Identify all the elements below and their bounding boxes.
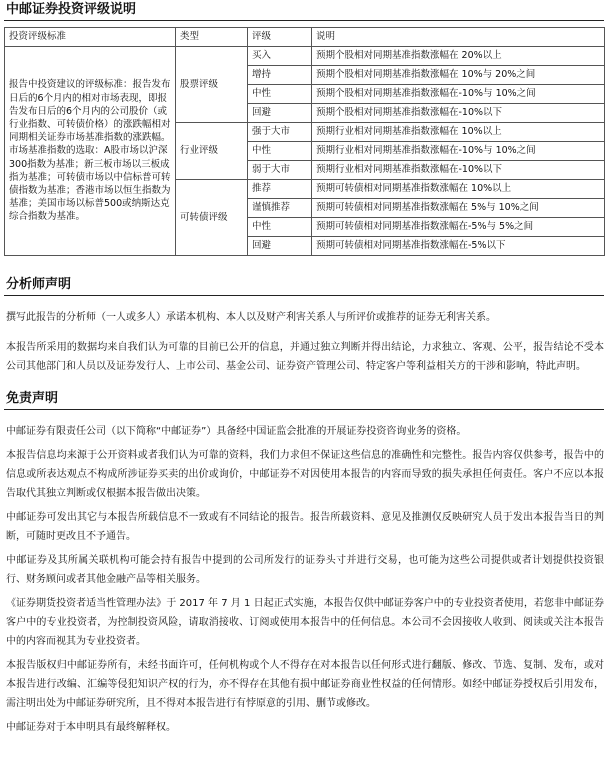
rating-category-type: 可转债评级 bbox=[176, 180, 248, 256]
rating-description: 预期个股相对同期基准指数涨幅在-10%以下 bbox=[312, 104, 605, 123]
rating-description: 预期个股相对同期基准指数涨幅在 20%以上 bbox=[312, 47, 605, 66]
header-description: 说明 bbox=[312, 28, 605, 47]
disclaimer-paragraph: 中邮证券有限责任公司（以下简称“中邮证券”）具备经中国证监会批准的开展证券投资咨询业务的资格。 bbox=[6, 426, 467, 437]
header-rating: 评级 bbox=[248, 28, 312, 47]
rating-level: 推荐 bbox=[248, 180, 312, 199]
rating-description: 预期行业相对同期基准指数涨幅在-10%与 10%之间 bbox=[312, 142, 605, 161]
rating-level: 回避 bbox=[248, 237, 312, 256]
table-header-row bbox=[5, 28, 605, 47]
disclaimer-paragraphs bbox=[4, 422, 604, 737]
header-standard: 投资评级标准 bbox=[5, 28, 176, 47]
rating-table bbox=[4, 27, 605, 256]
table-row bbox=[5, 47, 605, 66]
rating-level: 回避 bbox=[248, 104, 312, 123]
rating-level: 中性 bbox=[248, 142, 312, 161]
rating-description: 预期可转债相对同期基准指数涨幅在-5%以下 bbox=[312, 237, 605, 256]
disclaimer-paragraph: 本报告信息均来源于公开资料或者我们认为可靠的资料，我们力求但不保证这些信息的准确性和完整性。报告内容仅供参考，报告中的信息或所表达观点不构成所涉证券买卖的出价或询价，中邮证券不对因使用本报告的内容而导致的损失承担任何责任。客户不应以本报告取代其独立判断或仅根据本报告做出决策。 bbox=[6, 450, 604, 499]
rating-description: 预期个股相对同期基准指数涨幅在 10%与 20%之间 bbox=[312, 66, 605, 85]
rating-level: 买入 bbox=[248, 47, 312, 66]
rating-category-type: 行业评级 bbox=[176, 123, 248, 180]
rating-level: 中性 bbox=[248, 85, 312, 104]
rating-level: 增持 bbox=[248, 66, 312, 85]
analyst-paragraphs bbox=[4, 308, 604, 376]
analyst-paragraph: 撰写此报告的分析师（一人或多人）承诺本机构、本人以及财产利害关系人与所评价或推荐的证券无利害关系。 bbox=[6, 312, 496, 323]
rating-description: 预期可转债相对同期基准指数涨幅在 5%与 10%之间 bbox=[312, 199, 605, 218]
page bbox=[4, 0, 604, 737]
rating-description: 预期可转债相对同期基准指数涨幅在-5%与 5%之间 bbox=[312, 218, 605, 237]
disclaimer-paragraph: 中邮证券可发出其它与本报告所载信息不一致或有不同结论的报告。报告所载资料、意见及推测仅反映研究人员于发出本报告当日的判断，可随时更改且不予通告。 bbox=[6, 512, 604, 542]
rating-description: 预期行业相对同期基准指数涨幅在 10%以上 bbox=[312, 123, 605, 142]
rating-level: 谨慎推荐 bbox=[248, 199, 312, 218]
disclaimer-section-title: 免责声明 bbox=[4, 389, 604, 410]
analyst-section-title: 分析师声明 bbox=[4, 275, 604, 296]
rating-description: 预期个股相对同期基准指数涨幅在-10%与 10%之间 bbox=[312, 85, 605, 104]
rating-description: 预期可转债相对同期基准指数涨幅在 10%以上 bbox=[312, 180, 605, 199]
disclaimer-paragraph: 中邮证券对于本申明具有最终解释权。 bbox=[6, 722, 176, 733]
analyst-paragraph: 本报告所采用的数据均来自我们认为可靠的目前已公开的信息，并通过独立判断并得出结论，力求独立、客观、公平，报告结论不受本公司其他部门和人员以及证券发行人、上市公司、基金公司、证券资产管理公司、特定客户等利益相关方的干涉和影响，特此声明。 bbox=[6, 342, 604, 372]
header-type: 类型 bbox=[176, 28, 248, 47]
rating-standard-text: 报告中投资建议的评级标准：报告发布日后的6个月内的相对市场表现，即报告发布日后的6个月内的公司股价（或行业指数、可转债价格）的涨跌幅相对同期相关证券市场基准指数的涨跌幅。 市场基准指数的选取：A股市场以沪深300指数为基准；新三板市场以三板成指为基准；可转债市场以中信标普可转债指数为基准；香港市场以恒生指数为基准；美国市场以标普500或纳斯达克综合指数为基准。 bbox=[5, 47, 176, 256]
disclaimer-paragraph: 本报告版权归中邮证券所有，未经书面许可，任何机构或个人不得存在对本报告以任何形式进行翻版、修改、节选、复制、发布，或对本报告进行改编、汇编等侵犯知识产权的行为，亦不得存在其他有损中邮证券商业性权益的任何情形。如经中邮证券授权后引用发布，需注明出处为中邮证券研究所，且不得对本报告进行有悖原意的引用、删节或修改。 bbox=[6, 660, 604, 709]
rating-level: 中性 bbox=[248, 218, 312, 237]
rating-description: 预期行业相对同期基准指数涨幅在-10%以下 bbox=[312, 161, 605, 180]
disclaimer-paragraph: 《证券期货投资者适当性管理办法》于 2017 年 7 月 1 日起正式实施，本报告仅供中邮证券客户中的专业投资者使用，若您非中邮证券客户中的专业投资者，为控制投资风险，请取消接收、订阅或使用本报告中的任何信息。本公司不会因接收人收到、阅读或关注本报告中的内容而视其为专业投资者。 bbox=[6, 598, 604, 647]
disclaimer-paragraph: 中邮证券及其所属关联机构可能会持有报告中提到的公司所发行的证券头寸并进行交易，也可能为这些公司提供或者计划提供投资银行、财务顾问或者其他金融产品等相关服务。 bbox=[6, 555, 604, 585]
rating-level: 强于大市 bbox=[248, 123, 312, 142]
rating-level: 弱于大市 bbox=[248, 161, 312, 180]
rating-section-title: 中邮证券投资评级说明 bbox=[4, 0, 604, 21]
rating-category-type: 股票评级 bbox=[176, 47, 248, 123]
